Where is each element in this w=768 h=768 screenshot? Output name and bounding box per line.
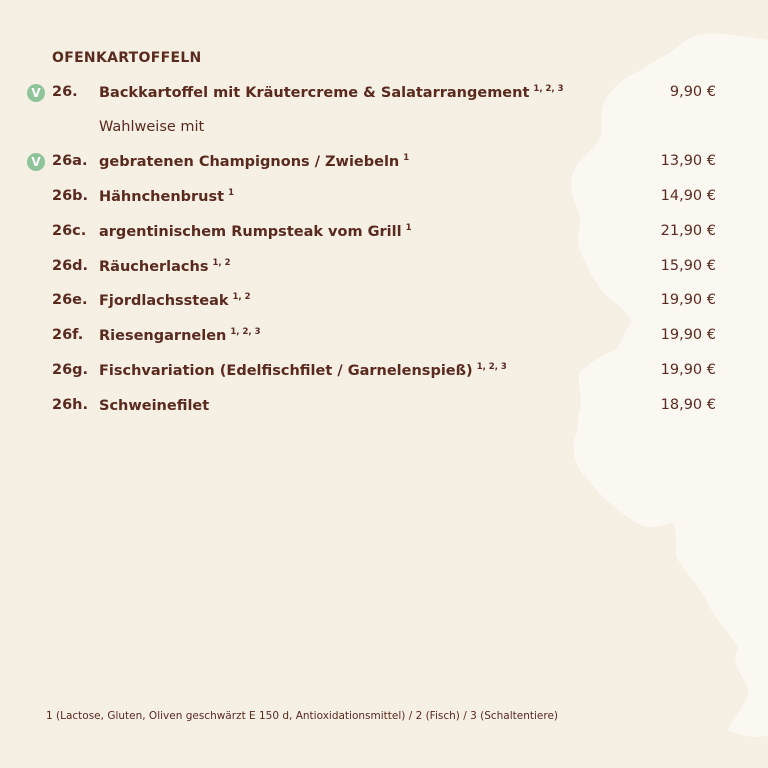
vegetarian-v-icon: V [27, 153, 45, 171]
allergen-codes: 1, 2 [212, 258, 231, 268]
item-price: 9,90 € [669, 84, 716, 100]
item-number: 26h. [52, 397, 89, 413]
allergen-codes: 1, 2, 3 [533, 84, 564, 94]
item-name [99, 188, 234, 205]
item-price: 14,90 € [660, 188, 716, 204]
item-name [99, 153, 409, 170]
menu-item [0, 221, 768, 245]
item-name [99, 258, 231, 275]
item-price: 18,90 € [660, 397, 716, 413]
item-price: 21,90 € [660, 223, 716, 239]
item-name-text: Räucherlachs [99, 259, 209, 275]
allergen-codes: 1 [403, 153, 410, 163]
item-price: 15,90 € [660, 258, 716, 274]
allergen-codes: 1, 2 [232, 292, 251, 302]
item-name [99, 292, 251, 309]
menu-item [0, 256, 768, 280]
item-name-text: Backkartoffel mit Kräutercreme & Salatarrangement [99, 85, 530, 101]
item-number: 26. [52, 84, 78, 100]
item-name [99, 362, 507, 379]
menu-item [0, 395, 768, 419]
item-name [99, 84, 564, 101]
item-number: 26c. [52, 223, 87, 239]
allergen-codes: 1, 2, 3 [476, 362, 507, 372]
item-name [99, 223, 412, 240]
menu-item [0, 186, 768, 210]
menu-item [0, 82, 768, 106]
choice-label: Wahlweise mit [99, 119, 205, 135]
item-name-text: Hähnchenbrust [99, 189, 225, 205]
item-name-text: Fischvariation (Edelfischfilet / Garnelenspieß) [99, 363, 473, 379]
allergen-codes: 1 [405, 223, 412, 233]
item-price: 19,90 € [660, 327, 716, 343]
allergen-codes: 1 [228, 188, 234, 198]
item-number: 26e. [52, 292, 88, 308]
item-number: 26d. [52, 258, 89, 274]
item-price: 19,90 € [660, 362, 716, 378]
item-name-text: gebratenen Champignons / Zwiebeln [99, 154, 400, 170]
item-price: 13,90 € [660, 153, 716, 169]
menu-item [0, 360, 768, 384]
item-price: 19,90 € [660, 292, 716, 308]
allergen-codes: 1, 2, 3 [230, 327, 261, 337]
item-number: 26f. [52, 327, 84, 343]
item-name [99, 397, 213, 414]
menu-item [0, 290, 768, 314]
section-title: OFENKARTOFFELN [52, 50, 202, 66]
item-name [99, 327, 260, 344]
item-name-text: Fjordlachssteak [99, 293, 229, 309]
choice-label-row [0, 117, 768, 141]
menu-item [0, 151, 768, 175]
item-number: 26b. [52, 188, 89, 204]
item-name-text: Riesengarnelen [99, 328, 227, 344]
vegetarian-v-icon: V [27, 84, 45, 102]
menu-item [0, 325, 768, 349]
item-name-text: argentinischem Rumpsteak vom Grill [99, 224, 402, 240]
item-name-text: Schweinefilet [99, 398, 210, 414]
item-number: 26a. [52, 153, 88, 169]
item-number: 26g. [52, 362, 89, 378]
allergen-footnote: 1 (Lactose, Gluten, Oliven geschwärzt E 150 d, Antioxidationsmittel) / 2 (Fisch) / 3 (Schaltentiere) [46, 710, 559, 722]
